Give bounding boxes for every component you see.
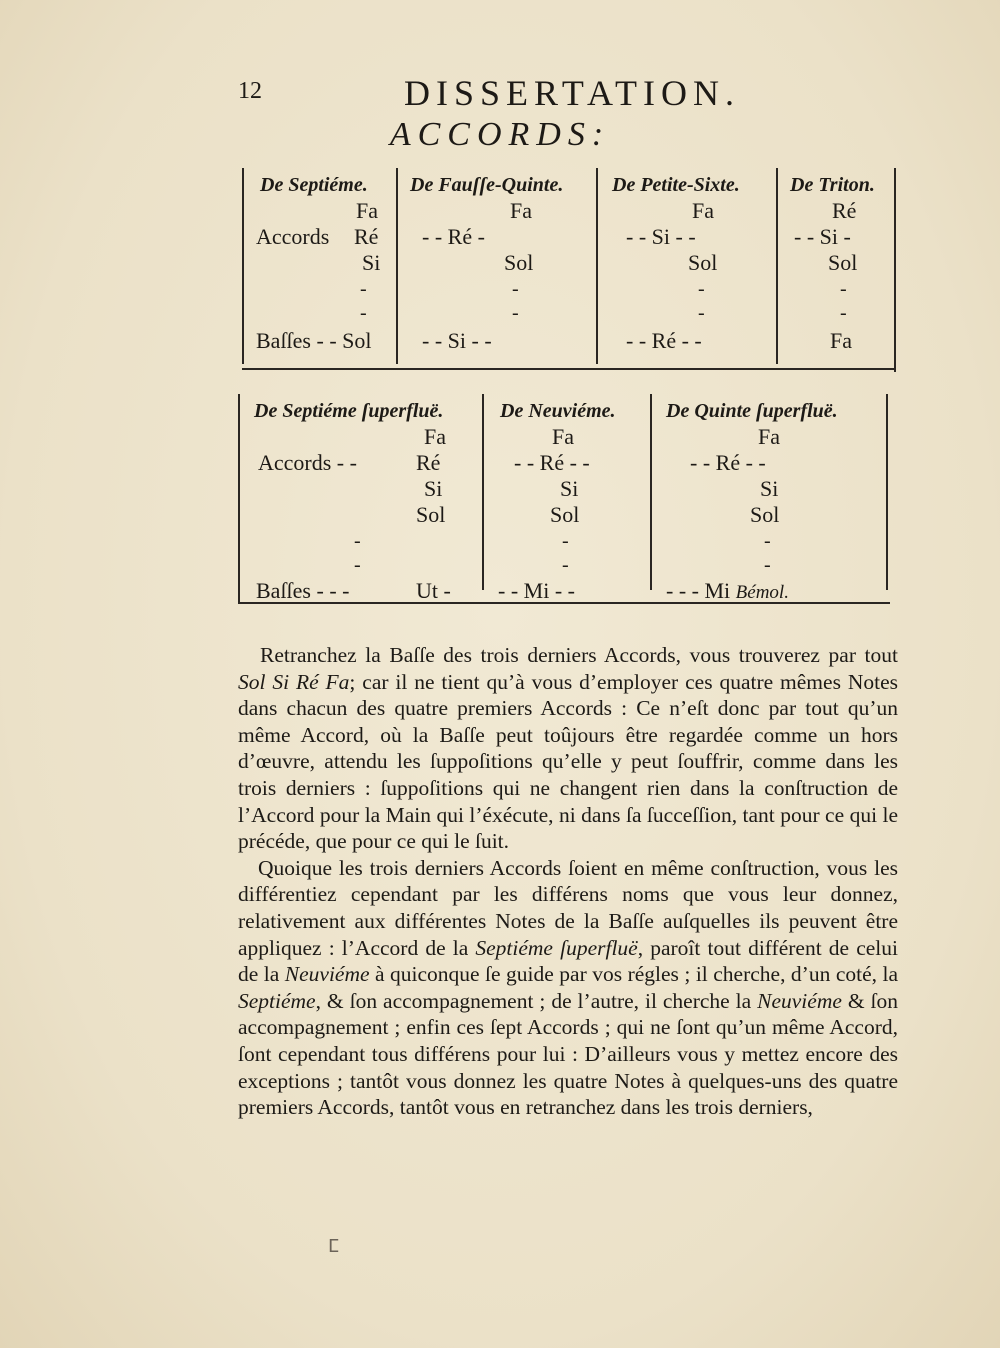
note-fa: Fa [356,198,378,223]
footer-mark: ⵎ [328,1236,340,1256]
paragraph-1 [238,642,898,855]
table-bottom-rule [242,368,896,370]
col-title-triton: De Triton. [790,174,875,196]
italic-term: Neuviéme [757,988,842,1013]
italic-notes: Sol Si Ré Fa [238,669,350,694]
note-sol: Sol [750,502,780,527]
basse-note: - - Si - - [422,328,492,353]
table-rule [894,168,896,372]
table-rule [596,168,598,364]
accords-label: Accords - - [258,450,357,475]
table-rule [396,168,398,364]
accords-table-1 [242,168,898,372]
table-rule [776,168,778,364]
text-run: ; car il ne tient qu’à vous d’employer ces quatre mêmes Notes dans chacun des quatre premiers Accords : Ce n’eſt donc par tout qu’un même Accord, où la Baſſe peut toûjours être regardée comme un hors d’œuvre, attendu les ſuppoſitions qu’elle y peut ſouffrir, comme dans les trois derniers : ſuppoſitions qui ne changent rien dans la conſtruction de l’Accord pour la Main qui l’éxécute, ni dans ſa ſucceſſion, tant pour ce qui le précéde, que pour ce qui le ſuit. [238,669,898,854]
dash-mark: - [764,554,771,576]
note-re: - - Ré - - [514,450,590,475]
paragraph-2 [238,855,898,1121]
bemol-label: Bémol. [735,582,789,603]
dash-mark: - [360,302,367,324]
dash-mark: - [354,554,361,576]
dash-mark: - [360,278,367,300]
text-run: , paroît tout différent de celui de la [238,935,899,987]
dash-mark: - [698,278,705,300]
note-sol: Sol [688,250,718,275]
note-sol: Sol [504,250,534,275]
dash-mark: - [562,554,569,576]
text-run: , & ſon accompagnement ; de l’autre, il cherche la [315,988,758,1013]
note-fa: Fa [510,198,532,223]
table-rule [242,168,244,364]
col-title-fausse-quinte: De Fauſſe-Quinte. [410,174,564,196]
note-fa: Fa [758,424,780,449]
note-re: Ré [354,224,379,249]
italic-term: Septiéme ſuperfluë [475,935,638,960]
dash-mark: - [562,530,569,552]
dash-mark: - [698,302,705,324]
col-title-neuvieme: De Neuviéme. [500,400,616,422]
note-si: Si [424,476,443,501]
basse-note: Fa [830,328,852,353]
note-si: - - Si - - [626,224,696,249]
basse-note: Ut - [416,578,451,603]
note-sol: Sol [550,502,580,527]
col-title-septieme: De Septiéme. [260,174,368,196]
note-fa: Fa [692,198,714,223]
note-si: Si [760,476,779,501]
dash-mark: - [840,278,847,300]
text-run: Retranchez la Baſſe des trois derniers Accords, vous trouverez par tout [260,643,898,667]
basse-mi: - - - Mi [666,578,731,603]
table-rule [650,394,652,590]
col-title-petite-sixte: De Petite-Sixte. [612,174,740,196]
text-run: Quoique les trois derniers Accords ſoient en même conſtruction, vous les différentiez cependant par les différens noms que vous leur donnez, relativement aux différentes Notes de la Baſſe auſquelles ils peuvent être appliquez : l’Accord de la [238,855,898,960]
note-si: - - Si - [794,224,851,249]
section-title: ACCORDS: [389,116,611,153]
note-fa: Fa [552,424,574,449]
dash-mark: - [354,530,361,552]
table-rule [482,394,484,590]
accords-table-2 [238,394,890,608]
basses-label: Baſſes - - Sol [256,328,372,353]
note-sol: Sol [416,502,446,527]
note-si: Si [362,250,381,275]
page-number: 12 [238,78,262,104]
note-sol: Sol [828,250,858,275]
note-re: - - Ré - - [690,450,766,475]
col-title-quinte-superflue: De Quinte ſuperfluë. [666,400,838,422]
italic-term: Septiéme [238,988,316,1013]
accords-label: Accords [256,224,330,249]
dash-mark: - [512,302,519,324]
dash-mark: - [840,302,847,324]
table-rule [238,394,240,604]
basse-note: - - Ré - - [626,328,702,353]
basses-label: Baſſes - - - [256,578,350,603]
col-title-septieme-superflue: De Septiéme ſuperfluë. [254,400,444,422]
basse-note: - - Mi - - [498,578,575,603]
dash-mark: - [512,278,519,300]
running-title: DISSERTATION. [404,73,740,113]
italic-term: Neuviéme [284,962,370,987]
note-re: Ré [832,198,857,223]
body-text [238,642,898,1121]
dash-mark: - [764,530,771,552]
note-si: Si [560,476,579,501]
note-fa: Fa [424,424,446,449]
note-re: - - Ré - [422,224,485,249]
basse-note [666,578,789,604]
note-re: Ré [416,450,441,475]
text-run: à quiconque ſe guide par vos régles ; il cherche, d’un coté, la [369,962,898,987]
text-run: & ſon accompagnement ; enfin ces ſept Accords ; qui ne ſont qu’un même Accord, ſont cependant tous différens pour lui : D’ailleurs vous y mettez encore des exceptions ; tantôt vous donnez les quatre Notes à quelques-uns des quatre premiers Accords, tantôt vous en retranchez dans les trois derniers, [238,988,898,1120]
page-header [238,72,808,112]
table-rule [886,394,888,590]
